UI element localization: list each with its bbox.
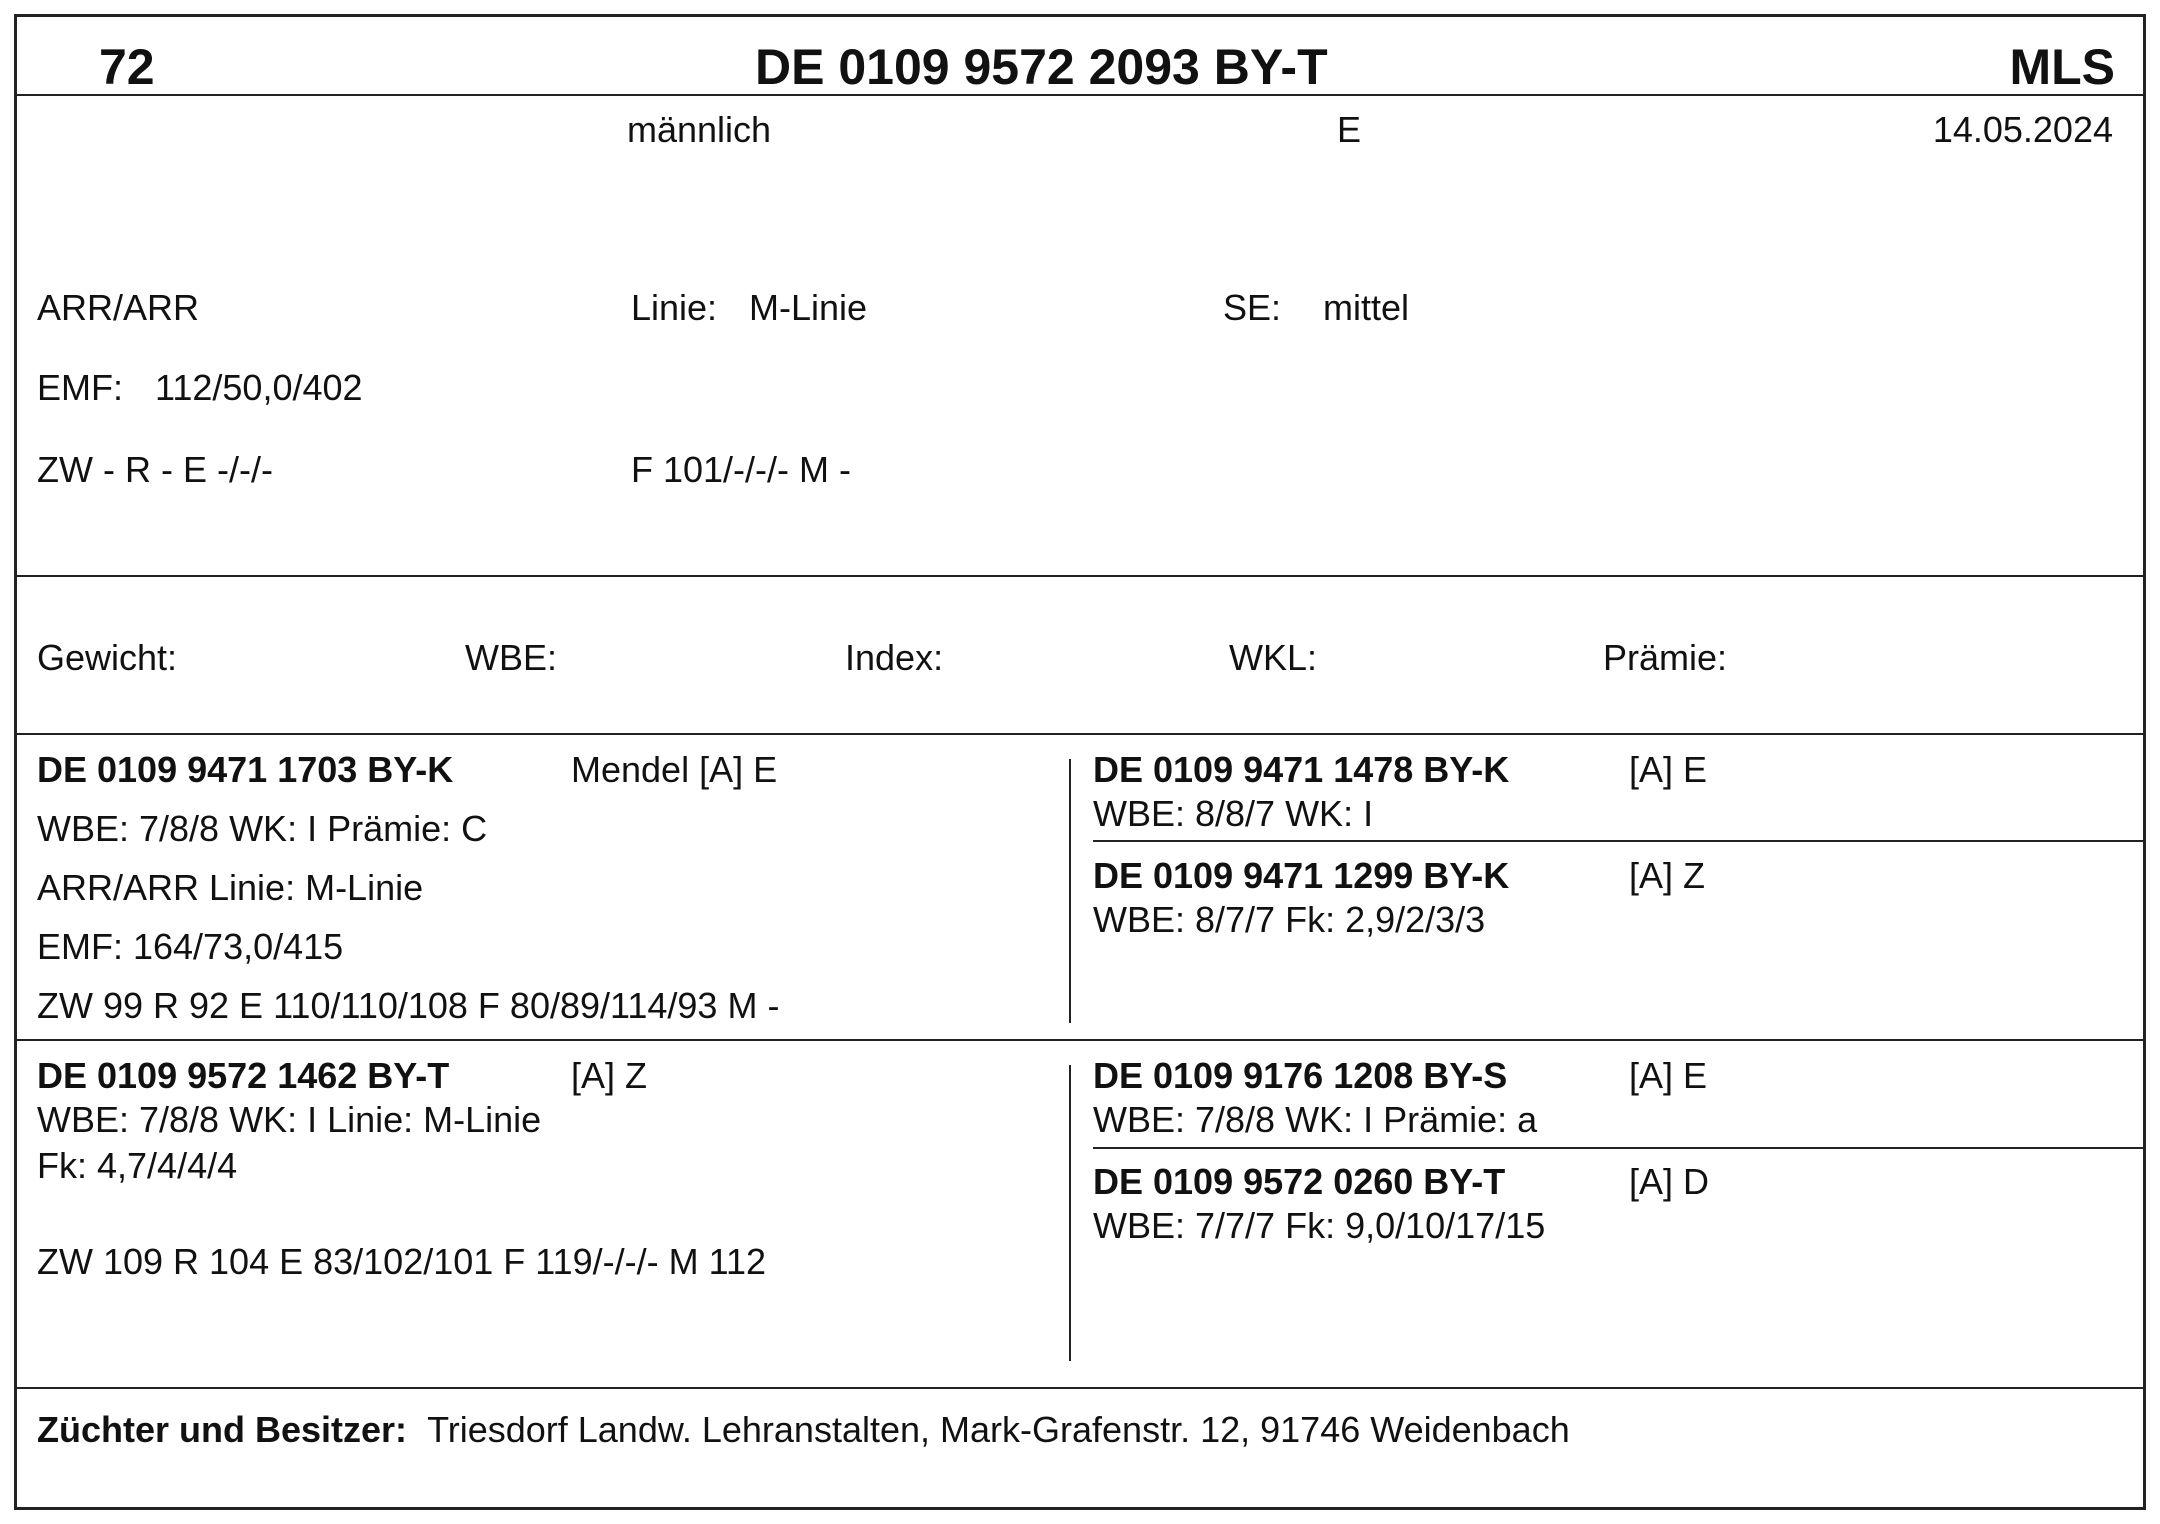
sire-column-divider bbox=[1069, 759, 1071, 1023]
date: 14.05.2024 bbox=[1932, 109, 2113, 150]
dam-wbe: WBE: 7/8/8 WK: I Linie: M-Linie bbox=[37, 1099, 542, 1140]
sire-dam-id: DE 0109 9471 1299 BY-K bbox=[1093, 855, 1510, 896]
index-label: Index: bbox=[845, 637, 944, 678]
sire-dam-meta: [A] Z bbox=[1629, 855, 1706, 896]
breeding-values: ZW - R - E -/-/- bbox=[37, 449, 273, 490]
grade: E bbox=[1337, 109, 1362, 150]
evaluation-divider bbox=[17, 733, 2143, 735]
owner-value: Triesdorf Landw. Lehranstalten, Mark-Grafenstr. 12, 91746 Weidenbach bbox=[427, 1409, 1570, 1450]
info-divider bbox=[17, 575, 2143, 577]
sire-sire-id: DE 0109 9471 1478 BY-K bbox=[1093, 749, 1510, 790]
weight-label: Gewicht: bbox=[37, 637, 178, 678]
dam-sire-meta: [A] E bbox=[1629, 1055, 1708, 1096]
se-label: SE: bbox=[1223, 287, 1282, 328]
line-value: M-Linie bbox=[749, 287, 868, 328]
wkl-label: WKL: bbox=[1229, 637, 1318, 678]
sire-breeding-values: ZW 99 R 92 E 110/110/108 F 80/89/114/93 M - bbox=[37, 985, 780, 1026]
dam-id: DE 0109 9572 1462 BY-T bbox=[37, 1055, 450, 1096]
dam-dam-meta: [A] D bbox=[1629, 1161, 1710, 1202]
sire-emf: EMF: 164/73,0/415 bbox=[37, 926, 344, 967]
dam-sire-wbe: WBE: 7/8/8 WK: I Prämie: a bbox=[1093, 1099, 1538, 1140]
wbe-label: WBE: bbox=[465, 637, 558, 678]
dam-fk: Fk: 4,7/4/4/4 bbox=[37, 1145, 238, 1186]
owner-divider bbox=[17, 1387, 2143, 1389]
f-values: F 101/-/-/- M - bbox=[631, 449, 852, 490]
sire-dam-wbe: WBE: 8/7/7 Fk: 2,9/2/3/3 bbox=[1093, 899, 1486, 940]
dam-breeding-values: ZW 109 R 104 E 83/102/101 F 119/-/-/- M 112 bbox=[37, 1241, 767, 1282]
pedigree-card bbox=[14, 14, 2146, 1510]
dam-meta: [A] Z bbox=[571, 1055, 648, 1096]
sire-sire-wbe: WBE: 8/8/7 WK: I bbox=[1093, 793, 1374, 834]
sire-dam-divider bbox=[17, 1039, 2143, 1041]
sire-parents-divider bbox=[1093, 840, 2143, 842]
premium-label: Prämie: bbox=[1603, 637, 1728, 678]
emf-label: EMF: bbox=[37, 367, 123, 408]
sire-wbe: WBE: 7/8/8 WK: I Prämie: C bbox=[37, 808, 488, 849]
breed-code: MLS bbox=[2009, 39, 2115, 95]
se-value: mittel bbox=[1323, 287, 1410, 328]
header-divider bbox=[17, 94, 2143, 96]
emf-value: 112/50,0/402 bbox=[155, 367, 363, 408]
animal-id: DE 0109 9572 2093 BY-T bbox=[755, 39, 1328, 95]
catalog-number: 72 bbox=[99, 39, 155, 95]
dam-sire-id: DE 0109 9176 1208 BY-S bbox=[1093, 1055, 1508, 1096]
sire-meta: Mendel [A] E bbox=[571, 749, 778, 790]
dam-column-divider bbox=[1069, 1065, 1071, 1361]
owner-label: Züchter und Besitzer: bbox=[37, 1409, 408, 1450]
owner-line bbox=[37, 1409, 1570, 1451]
line-label: Linie: bbox=[631, 287, 718, 328]
sire-id: DE 0109 9471 1703 BY-K bbox=[37, 749, 454, 790]
sire-sire-meta: [A] E bbox=[1629, 749, 1708, 790]
sire-genotype: ARR/ARR Linie: M-Linie bbox=[37, 867, 424, 908]
sex: männlich bbox=[627, 109, 772, 150]
dam-dam-id: DE 0109 9572 0260 BY-T bbox=[1093, 1161, 1506, 1202]
dam-parents-divider bbox=[1093, 1147, 2143, 1149]
dam-dam-wbe: WBE: 7/7/7 Fk: 9,0/10/17/15 bbox=[1093, 1205, 1546, 1246]
genotype: ARR/ARR bbox=[37, 287, 200, 328]
